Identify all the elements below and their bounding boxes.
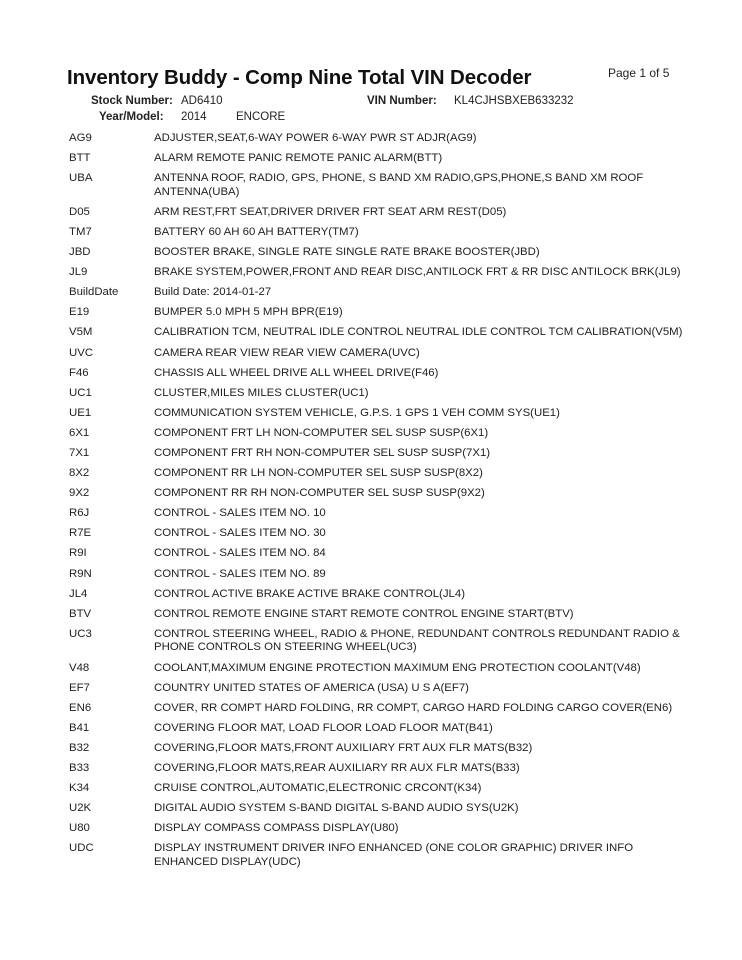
option-description: CLUSTER,MILES MILES CLUSTER(UC1) <box>154 386 369 399</box>
option-code: UDC <box>69 842 94 855</box>
option-row <box>69 682 689 696</box>
option-row <box>69 802 689 816</box>
option-description: COMPONENT FRT RH NON-COMPUTER SEL SUSP SUSP(7X1) <box>154 447 491 459</box>
vin-number-label <box>367 95 437 107</box>
option-description: CRUISE CONTROL,AUTOMATIC,ELECTRONIC CRCONT(K34) <box>154 782 482 795</box>
option-row <box>69 822 689 836</box>
option-code: B32 <box>69 741 90 754</box>
option-description: DISPLAY INSTRUMENT DRIVER INFO ENHANCED (ONE COLOR GRAPHIC) DRIVER INFO ENHANCED DISPLAY(UDC) <box>154 842 634 868</box>
option-code: JBD <box>69 246 91 259</box>
option-row <box>69 172 689 199</box>
option-code: E19 <box>69 306 90 319</box>
stock-number-value: AD6410 <box>181 95 223 107</box>
option-row <box>69 608 689 622</box>
option-description: COUNTRY UNITED STATES OF AMERICA (USA) U S A(EF7) <box>154 681 469 694</box>
option-row <box>69 467 689 481</box>
option-code: U2K <box>69 802 92 815</box>
option-row <box>69 842 689 869</box>
option-description: ARM REST,FRT SEAT,DRIVER DRIVER FRT SEAT ARM REST(D05) <box>154 205 507 218</box>
option-description: COOLANT,MAXIMUM ENGINE PROTECTION MAXIMUM ENG PROTECTION COOLANT(V48) <box>154 661 641 674</box>
option-code: UE1 <box>69 406 92 419</box>
option-description: CONTROL STEERING WHEEL, RADIO & PHONE, REDUNDANT CONTROLS REDUNDANT RADIO & PHONE CONTROLS ON STEERING WHEEL(UC3) <box>154 627 680 654</box>
option-code: V48 <box>69 661 90 674</box>
option-description: CHASSIS ALL WHEEL DRIVE ALL WHEEL DRIVE(F46) <box>154 366 439 379</box>
option-code: UC1 <box>69 386 92 399</box>
option-row <box>69 702 689 716</box>
year-model-label-text: Year/Model: <box>99 111 164 123</box>
option-row <box>69 487 689 501</box>
option-code: UVC <box>69 346 94 359</box>
option-description: ALARM REMOTE PANIC REMOTE PANIC ALARM(BTT) <box>154 152 443 165</box>
option-code: TM7 <box>69 225 92 238</box>
page-title: Inventory Buddy - Comp Nine Total VIN Decoder <box>67 66 532 89</box>
option-row <box>69 782 689 796</box>
option-description: ADJUSTER,SEAT,6-WAY POWER 6-WAY PWR ST ADJR(AG9) <box>154 132 477 144</box>
option-description: CONTROL - SALES ITEM NO. 84 <box>154 547 326 560</box>
option-code: BuildDate <box>69 286 119 299</box>
option-code: UC3 <box>69 627 92 640</box>
option-code: EN6 <box>69 701 92 714</box>
option-description: BRAKE SYSTEM,POWER,FRONT AND REAR DISC,ANTILOCK FRT & RR DISC ANTILOCK BRK(JL9) <box>154 266 681 279</box>
stock-label: Stock Number: <box>91 95 173 107</box>
option-row <box>69 722 689 736</box>
option-row <box>69 347 689 361</box>
option-description: CONTROL - SALES ITEM NO. 10 <box>154 507 326 520</box>
year-value: 2014 <box>181 111 207 123</box>
option-description: CALIBRATION TCM, NEUTRAL IDLE CONTROL NEUTRAL IDLE CONTROL TCM CALIBRATION(V5M) <box>154 326 683 339</box>
option-code: 9X2 <box>69 487 90 500</box>
option-description: CONTROL - SALES ITEM NO. 30 <box>154 527 326 540</box>
option-row <box>69 407 689 421</box>
option-code: R9I <box>69 547 87 560</box>
option-code: R7E <box>69 527 92 540</box>
option-code: B41 <box>69 721 90 734</box>
option-row <box>69 568 689 582</box>
option-row <box>69 326 689 340</box>
option-description: COMPONENT RR RH NON-COMPUTER SEL SUSP SUSP(9X2) <box>154 487 485 500</box>
option-code: R6J <box>69 507 90 520</box>
option-description: BOOSTER BRAKE, SINGLE RATE SINGLE RATE BRAKE BOOSTER(JBD) <box>154 246 540 259</box>
option-description: COVERING,FLOOR MATS,FRONT AUXILIARY FRT AUX FLR MATS(B32) <box>154 741 533 754</box>
option-row <box>69 367 689 381</box>
option-code: R9N <box>69 567 92 580</box>
option-code: 7X1 <box>69 447 90 459</box>
option-code: 6X1 <box>69 426 90 439</box>
option-row <box>69 132 689 146</box>
option-row <box>69 527 689 541</box>
option-code: AG9 <box>69 132 92 144</box>
option-code: U80 <box>69 822 90 835</box>
option-row <box>69 427 689 441</box>
option-row <box>69 547 689 561</box>
option-row <box>69 628 689 655</box>
option-description: DISPLAY COMPASS COMPASS DISPLAY(U80) <box>154 822 399 835</box>
model-value: ENCORE <box>236 111 286 123</box>
option-description: Build Date: 2014-01-27 <box>154 286 272 299</box>
option-code: 8X2 <box>69 467 90 480</box>
option-row <box>69 226 689 240</box>
option-description: COMMUNICATION SYSTEM VEHICLE, G.P.S. 1 GPS 1 VEH COMM SYS(UE1) <box>154 406 560 419</box>
option-description: COVERING FLOOR MAT, LOAD FLOOR LOAD FLOOR MAT(B41) <box>154 721 493 734</box>
option-row <box>69 246 689 260</box>
option-code: K34 <box>69 782 90 795</box>
vin-number-value: KL4CJHSBXEB633232 <box>454 95 574 107</box>
option-code: D05 <box>69 205 90 218</box>
option-row <box>69 152 689 166</box>
option-row <box>69 762 689 776</box>
option-row <box>69 447 689 461</box>
option-code: BTT <box>69 152 91 165</box>
option-description: CONTROL ACTIVE BRAKE ACTIVE BRAKE CONTROL(JL4) <box>154 587 465 600</box>
option-description: COMPONENT RR LH NON-COMPUTER SEL SUSP SUSP(8X2) <box>154 467 483 480</box>
option-description: COMPONENT FRT LH NON-COMPUTER SEL SUSP SUSP(6X1) <box>154 426 489 439</box>
option-code: EF7 <box>69 681 90 694</box>
option-row <box>69 588 689 602</box>
option-code: BTV <box>69 607 92 620</box>
option-code: UBA <box>69 172 93 185</box>
vin-label: VIN Number: <box>367 95 437 107</box>
option-code-list <box>69 132 689 876</box>
option-description: ANTENNA ROOF, RADIO, GPS, PHONE, S BAND XM RADIO,GPS,PHONE,S BAND XM ROOF ANTENNA(UBA) <box>154 172 644 198</box>
option-row <box>69 306 689 320</box>
year-model-label <box>99 111 164 123</box>
stock-number-label <box>91 95 173 107</box>
option-row <box>69 266 689 280</box>
option-description: BATTERY 60 AH 60 AH BATTERY(TM7) <box>154 225 359 238</box>
option-description: COVERING,FLOOR MATS,REAR AUXILIARY RR AUX FLR MATS(B33) <box>154 762 520 774</box>
option-row <box>69 662 689 676</box>
option-code: V5M <box>69 326 93 339</box>
option-code: B33 <box>69 762 90 774</box>
option-description: DIGITAL AUDIO SYSTEM S-BAND DIGITAL S-BAND AUDIO SYS(U2K) <box>154 802 519 815</box>
option-description: CONTROL REMOTE ENGINE START REMOTE CONTROL ENGINE START(BTV) <box>154 607 574 620</box>
option-row <box>69 742 689 756</box>
option-description: CONTROL - SALES ITEM NO. 89 <box>154 567 326 580</box>
option-code: JL9 <box>69 266 88 279</box>
option-description: COVER, RR COMPT HARD FOLDING, RR COMPT, CARGO HARD FOLDING CARGO COVER(EN6) <box>154 701 673 714</box>
option-row <box>69 387 689 401</box>
option-description: CAMERA REAR VIEW REAR VIEW CAMERA(UVC) <box>154 346 420 359</box>
option-description: BUMPER 5.0 MPH 5 MPH BPR(E19) <box>154 306 343 319</box>
option-row <box>69 507 689 521</box>
option-row <box>69 206 689 220</box>
option-row <box>69 286 689 300</box>
page-number: Page 1 of 5 <box>608 66 670 80</box>
option-code: JL4 <box>69 587 88 600</box>
option-code: F46 <box>69 366 89 379</box>
